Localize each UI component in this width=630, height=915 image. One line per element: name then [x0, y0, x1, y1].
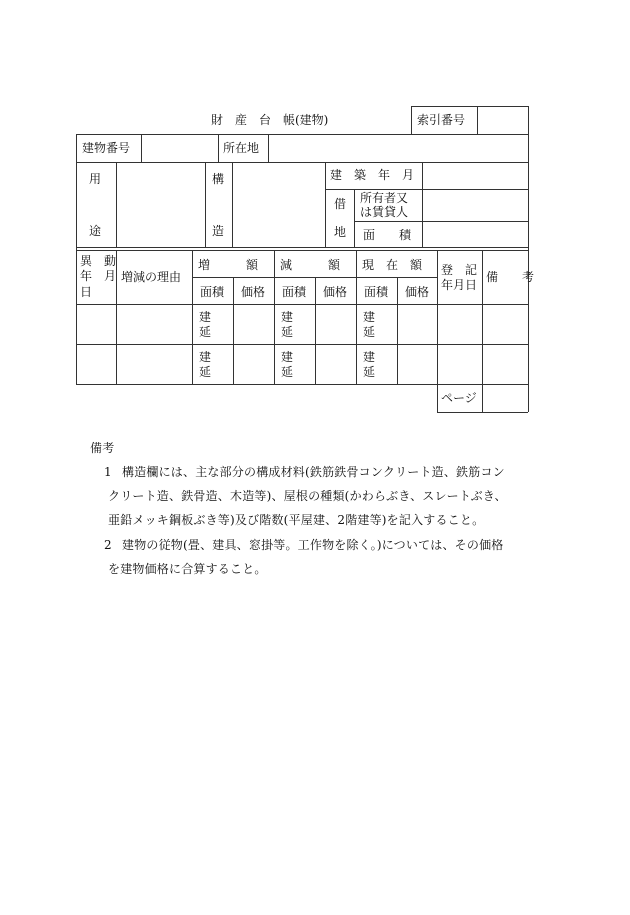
note-1-line1: 構造欄には、主な部分の構成材料(鉄筋鉄骨コンクリート造、鉄筋コン	[122, 465, 505, 479]
row1-current-building: 建	[363, 310, 376, 324]
change-date-line2: 年 月	[80, 269, 117, 283]
page-label: ページ	[441, 391, 477, 405]
increase-label: 増 額	[198, 258, 259, 272]
owner-label-line2: は賃貸人	[360, 205, 409, 219]
page-number-field[interactable]	[482, 384, 528, 412]
notes-heading: 備考	[90, 441, 115, 455]
remarks-label: 備 考	[486, 270, 535, 284]
increase-price-label: 価格	[241, 285, 266, 299]
decrease-label: 減 額	[280, 258, 341, 272]
change-date-line3: 日	[80, 285, 93, 299]
reason-label: 増減の理由	[121, 270, 182, 284]
structure-label-top: 構	[212, 172, 225, 186]
leased-land-label-bottom: 地	[334, 225, 347, 239]
row2-decrease-floor: 延	[281, 365, 294, 379]
structure-label-bottom: 造	[212, 224, 225, 238]
registration-date-line1: 登 記	[441, 263, 478, 277]
current-label: 現 在 額	[362, 258, 423, 272]
note-2-line2: を建物価格に合算すること。	[108, 562, 267, 576]
current-area-label: 面積	[364, 285, 389, 299]
leased-land-label-top: 借	[334, 197, 347, 211]
index-number-field[interactable]	[477, 106, 528, 134]
area-label: 面 積	[363, 228, 412, 242]
row2-increase-building: 建	[199, 350, 212, 364]
change-date-line1: 異 動	[80, 254, 117, 268]
use-label-bottom: 途	[89, 224, 102, 238]
row1-increase-floor: 延	[199, 325, 212, 339]
row2-decrease-building: 建	[281, 350, 294, 364]
registration-date-line2: 年月日	[441, 278, 478, 292]
structure-field[interactable]	[232, 162, 325, 248]
decrease-area-label: 面積	[282, 285, 307, 299]
note-1-line3: 亜鉛メッキ鋼板ぶき等)及び階数(平屋建、2階建等)を記入すること。	[108, 513, 485, 527]
row1-current-floor: 延	[363, 325, 376, 339]
row2-current-floor: 延	[363, 365, 376, 379]
note-2-number: 2	[104, 538, 112, 552]
note-2-line1: 建物の従物(畳、建具、窓掛等。工作物を除く。)については、その価格	[122, 538, 504, 552]
row2-increase-floor: 延	[199, 365, 212, 379]
use-field[interactable]	[116, 162, 205, 248]
construction-date-field[interactable]	[422, 162, 528, 189]
note-1-line2: クリート造、鉄骨造、木造等)、屋根の種類(かわらぶき、スレートぶき、	[108, 489, 507, 503]
land-area-field[interactable]	[422, 221, 528, 248]
note-1-number: 1	[104, 465, 112, 479]
index-number-label: 索引番号	[417, 113, 466, 127]
decrease-price-label: 価格	[323, 285, 348, 299]
current-price-label: 価格	[405, 285, 430, 299]
row1-decrease-floor: 延	[281, 325, 294, 339]
increase-area-label: 面積	[200, 285, 225, 299]
use-label-top: 用	[89, 172, 102, 186]
location-field[interactable]	[268, 134, 528, 162]
construction-date-label: 建 築 年 月	[330, 168, 415, 182]
building-number-field[interactable]	[141, 134, 218, 162]
form-title: 財 産 台 帳(建物)	[211, 113, 329, 127]
row1-increase-building: 建	[199, 310, 212, 324]
owner-field[interactable]	[422, 189, 528, 221]
location-label: 所在地	[223, 141, 260, 155]
row2-current-building: 建	[363, 350, 376, 364]
building-number-label: 建物番号	[82, 141, 131, 155]
row1-decrease-building: 建	[281, 310, 294, 324]
owner-label-line1: 所有者又	[360, 191, 409, 205]
